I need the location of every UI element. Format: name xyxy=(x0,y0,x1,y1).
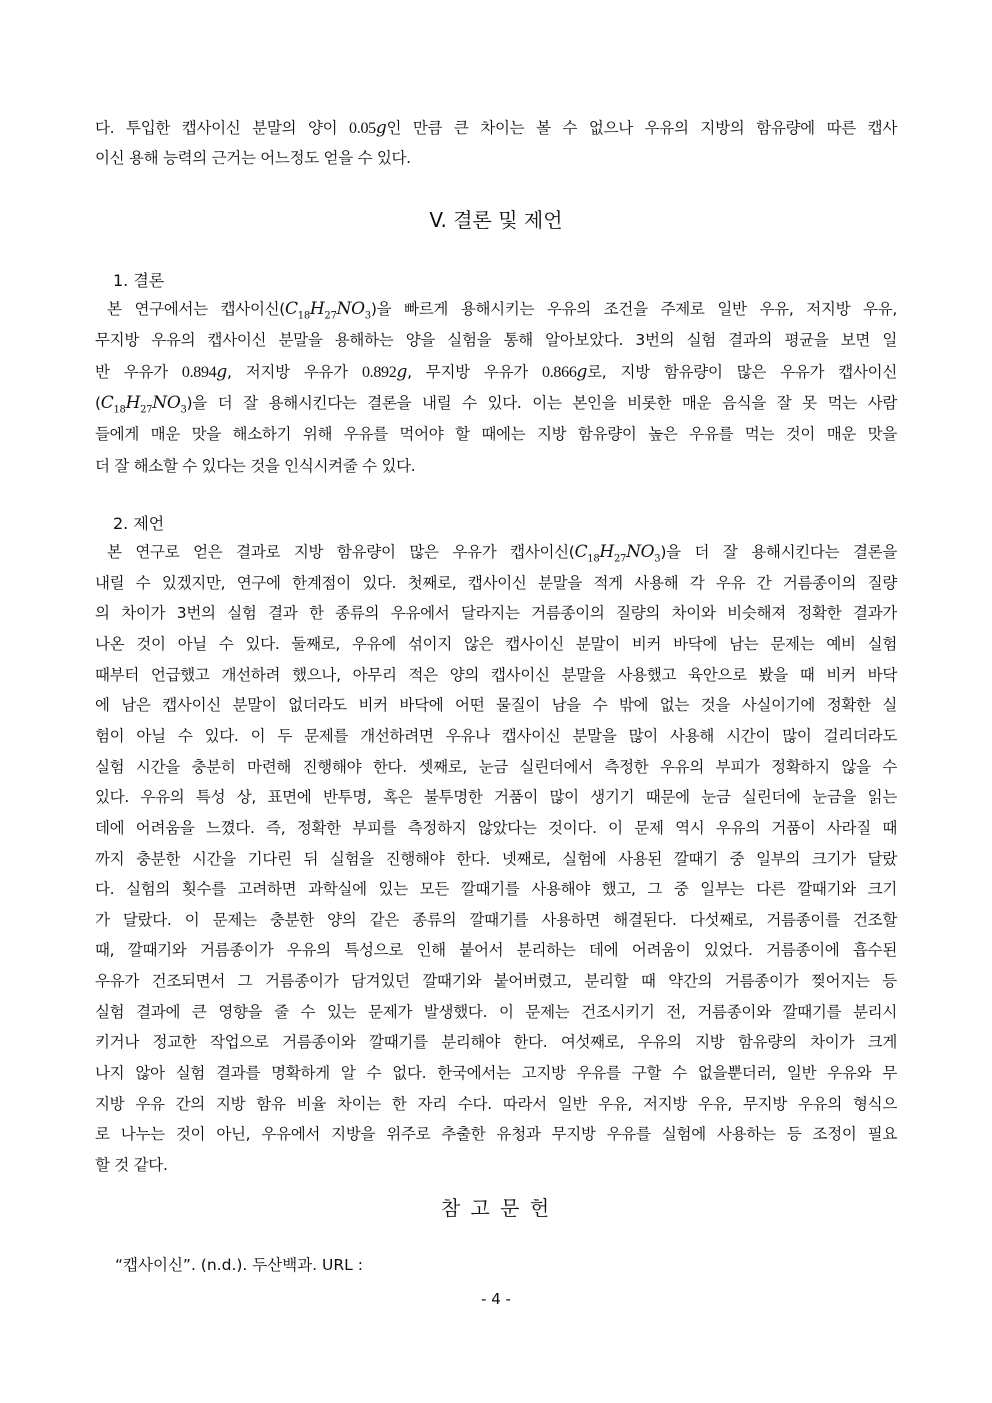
measurement-value: 0.05g xyxy=(349,118,387,138)
text-line: 때부터 언급했고 개선하려 했으나, 아무리 적은 양의 캡사이신 분말을 사용했고 육안으로 봤을 때 비커 바닥 xyxy=(95,665,897,684)
text-line: 험이 아닐 수 있다. 이 두 문제를 개선하려면 우유나 캡사이신 분말을 많이 사용해 시간이 많이 걸리더라도 xyxy=(95,726,897,745)
text-line: 의 차이가 3번의 실험 결과 한 종류의 우유에서 달라지는 거름종이의 질량의 차이와 비슷해져 정확한 결과가 xyxy=(95,604,897,623)
text-line: 이신 용해 능력의 근거는 어느정도 얻을 수 있다. xyxy=(95,149,411,167)
text-line: 무지방 우유의 캡사이신 분말을 용해하는 양을 실험을 통해 알아보았다. 3번의 실험 결과의 평균을 보면 일 xyxy=(95,331,897,350)
text-line: 반 우유가 0.894g, 저지방 우유가 0.892g, 무지방 우유가 0.866g로, 지방 함유량이 많은 우유가 캡사이신 xyxy=(95,361,897,382)
text-line: 로 나누는 것이 아닌, 우유에서 지방을 위주로 추출한 유청과 무지방 우유를 실험에 사용하는 등 조정이 필요 xyxy=(95,1125,897,1144)
section-title: V. 결론 및 제언 xyxy=(429,208,563,232)
text-line: 까지 충분한 시간을 기다린 뒤 실험을 진행해야 한다. 넷째로, 실험에 사용된 깔때기 중 일부의 크기가 달랐 xyxy=(95,849,897,868)
chemical-formula: $C_{18}H_{27}NO_3$ xyxy=(285,299,371,322)
text-line: 들에게 매운 맛을 해소하기 위해 우유를 먹어야 할 때에는 지방 함유량이 높은 우유를 먹는 것이 매운 맛을 xyxy=(95,425,897,444)
text-line: 지방 우유 간의 지방 함유 비율 차이는 한 자리 수다. 따라서 일반 우유, 저지방 우유, 무지방 우유의 형식으 xyxy=(95,1094,897,1113)
text-line: 본 연구로 얻은 결과로 지방 함유량이 많은 우유가 캡사이신$(C_{18}H_{27}NO_3)$을 더 잘 용해시킨다는 결론을 xyxy=(107,542,897,565)
text-line: 가 달랐다. 이 문제는 충분한 양의 같은 종류의 깔때기를 사용하면 해결된다. 다섯째로, 거름종이를 건조할 xyxy=(95,910,897,929)
chemical-formula: $C_{18}H_{27}NO_3$ xyxy=(574,542,661,565)
text-line: 더 잘 해소할 수 있다는 것을 인식시켜줄 수 있다. xyxy=(95,456,416,475)
text-line: 다. 실험의 횟수를 고려하면 과학실에 있는 모든 깔때기를 사용해야 했고, 그 중 일부는 다른 깔때기와 크기 xyxy=(95,880,897,899)
text-line: 에 남은 캡사이신 분말이 없더라도 비커 바닥에 어떤 물질이 남을 수 밖에 없는 것을 사실이기에 정확한 실 xyxy=(95,696,897,715)
text-line: 있다. 우유의 특성 상, 표면에 반투명, 혹은 불투명한 거품이 많이 생기기 때문에 눈금 실린더에 눈금을 읽는 xyxy=(95,788,897,807)
text-line: 본 연구에서는 캡사이신$(C_{18}H_{27}NO_3)$을 빠르게 용해시키는 우유의 조건을 주제로 일반 우유, 저지방 우유, xyxy=(107,299,898,322)
text-line: $(C_{18}H_{27}NO_3)$을 더 잘 용해시킨다는 결론을 내릴 수 있다. 이는 본인을 비롯한 매운 음식을 잘 못 먹는 사람 xyxy=(95,392,897,416)
page-number: - 4 - xyxy=(481,1290,511,1308)
text-line: 나지 않아 실험 결과를 명확하게 알 수 없다. 한국에서는 고지방 우유를 구할 수 없을뿐더러, 일반 우유와 무 xyxy=(95,1064,897,1083)
conclusion-heading: 1. 결론 xyxy=(113,271,165,290)
measurement-value: 0.894g xyxy=(181,361,227,382)
text-line: 실험 결과에 큰 영향을 줄 수 있는 문제가 발생했다. 이 문제는 건조시키기 전, 거름종이와 깔때기를 분리시 xyxy=(95,1002,897,1021)
measurement-value: 0.866g xyxy=(542,361,588,382)
reference-item: “캡사이신”. (n.d.). 두산백과. URL : xyxy=(115,1256,363,1274)
text-line: 다. 투입한 캡사이신 분말의 양이 0.05g인 만큼 큰 차이는 볼 수 없으나 우유의 지방의 함유량에 따른 캡사 xyxy=(95,118,897,138)
text-line: 나온 것이 아닐 수 있다. 둘째로, 우유에 섞이지 않은 캡사이신 분말이 비커 바닥에 남는 문제는 예비 실험 xyxy=(95,634,897,653)
chemical-formula: $C_{18}H_{27}NO_3$ xyxy=(100,392,187,416)
text-line: 데에 어려움을 느꼈다. 즉, 정확한 부피를 측정하지 않았다는 것이다. 이 문제 역시 우유의 거품이 사라질 때 xyxy=(95,818,897,837)
suggestion-heading: 2. 제언 xyxy=(113,514,165,533)
text-line: 실험 시간을 충분히 마련해 진행해야 한다. 셋째로, 눈금 실린더에서 측정한 우유의 부피가 정확하지 않을 수 xyxy=(95,757,897,776)
text-line: 할 것 같다. xyxy=(95,1156,168,1174)
measurement-value: 0.892g xyxy=(361,361,408,382)
text-line: 우유가 건조되면서 그 거름종이가 담겨있던 깔때기와 붙어버렸고, 분리할 때 약간의 거름종이가 찢어지는 등 xyxy=(95,972,897,991)
text-line: 키거나 정교한 작업으로 거름종이와 깔때기를 분리해야 한다. 여섯째로, 우유의 지방 함유량의 차이가 크게 xyxy=(95,1033,897,1052)
references-title: 참 고 문 헌 xyxy=(440,1196,552,1220)
text-line: 때, 깔때기와 거름종이가 우유의 특성으로 인해 붙어서 분리하는 데에 어려움이 있었다. 거름종이에 흡수된 xyxy=(95,941,897,960)
text-line: 내릴 수 있겠지만, 연구에 한계점이 있다. 첫째로, 캡사이신 분말을 적게 사용해 각 우유 간 거름종이의 질량 xyxy=(95,573,897,592)
